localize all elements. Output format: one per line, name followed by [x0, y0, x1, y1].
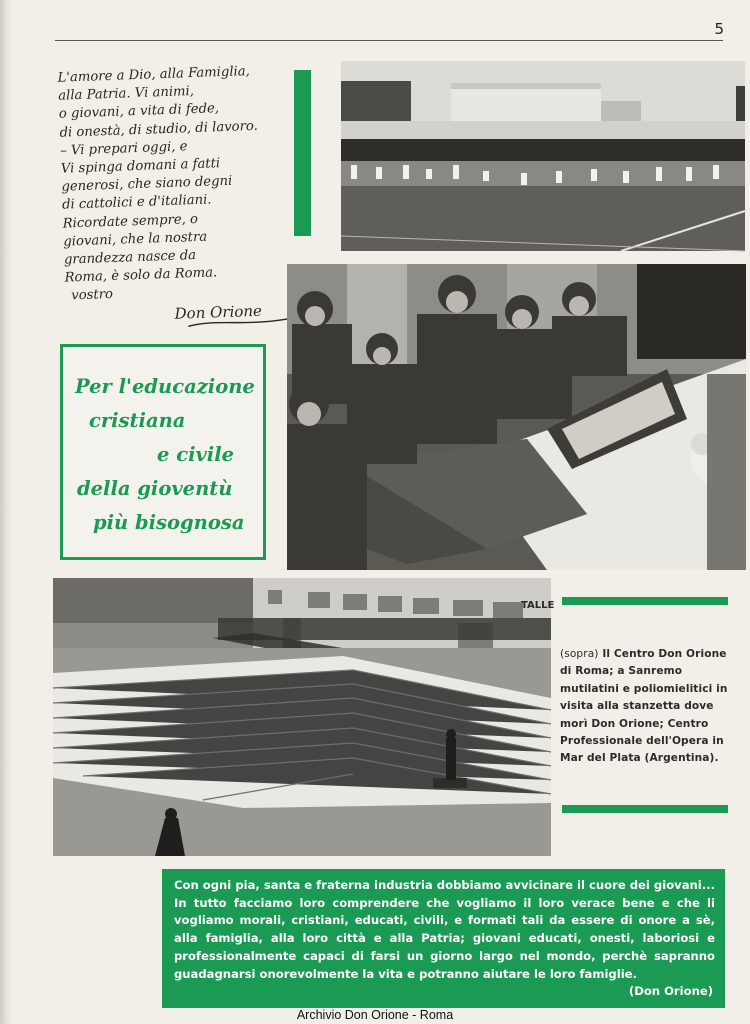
handwritten-line: alla Patria. Vi animi, — [58, 84, 195, 104]
green-accent-bar — [294, 70, 311, 236]
headline-line: cristiana — [89, 409, 186, 432]
handwritten-line: Ricordate sempre, o — [62, 211, 199, 232]
handwritten-closing: vostro — [71, 287, 114, 304]
handwritten-line: generosi, che siano degni — [61, 173, 233, 195]
caption-top-rule — [562, 597, 728, 605]
handwritten-note — [57, 62, 276, 339]
headline-line: Per l'educazione — [75, 375, 255, 398]
handwritten-line: di onestà, di studio, di lavoro. — [59, 118, 259, 141]
photo-caption — [560, 646, 735, 768]
handwritten-line: giovani, che la nostra — [63, 229, 208, 250]
handwritten-line: Roma, è solo da Roma. — [64, 265, 218, 286]
headline-box — [60, 344, 266, 560]
handwritten-signature: Don Orione — [174, 301, 263, 323]
caption-prefix: (sopra) — [560, 648, 599, 660]
handwritten-line: grandezza nasce da — [63, 248, 197, 268]
quote-text: Con ogni pia, santa e fraterna industria dobbiamo avvicinare il cuore dei giovani... In tutto facciamo loro comprendere che vogliamo il loro verace bene e che li vogliamo morali, cristiani, educati, civili, e formati tali da essere di onore a sè, alla famiglia, alla loro città e alla Patria; giovani educati, onesti, laboriosi e professionalmente capaci di farsi un giorno largo nel mondo, perchè sapranno guadagnarsi onorevolmente la vita e potranno aiutare le loro famiglie. — [174, 878, 715, 981]
handwritten-line: Vi spinga domani a fatti — [60, 156, 221, 177]
page-number: 5 — [714, 20, 724, 38]
handwritten-line: L'amore a Dio, alla Famiglia, — [57, 64, 251, 86]
caption-text: Il Centro Don Orione di Roma; a Sanremo mutilatini e poliomielitici in visita alla stanzetta dove morì Don Orione; Centro Professionale dell'Opera in Mar del Plata (Argentina). — [560, 648, 728, 765]
courtyard-assembly-photo — [53, 578, 555, 856]
top-rule — [55, 40, 723, 41]
handwritten-line: – Vi prepari oggi, e — [59, 139, 188, 159]
quote-author: (Don Orione) — [628, 984, 713, 999]
stadium-photo — [341, 61, 745, 251]
headline-line: più bisognosa — [93, 511, 245, 534]
handwritten-line: di cattolici e d'italiani. — [61, 192, 212, 214]
don-orione-quote — [162, 869, 725, 1008]
page-spine-shadow — [0, 0, 12, 1024]
archive-footer: Archivio Don Orione - Roma — [296, 1008, 454, 1022]
courtyard-sign: TALLE — [521, 600, 555, 611]
handwritten-line: o giovani, a vita di fede, — [58, 101, 220, 123]
headline-line: e civile — [157, 443, 235, 466]
headline-line: della gioventù — [77, 477, 233, 500]
visit-room-photo — [287, 264, 746, 570]
caption-bottom-rule — [562, 805, 728, 813]
signature-flourish — [186, 314, 296, 330]
